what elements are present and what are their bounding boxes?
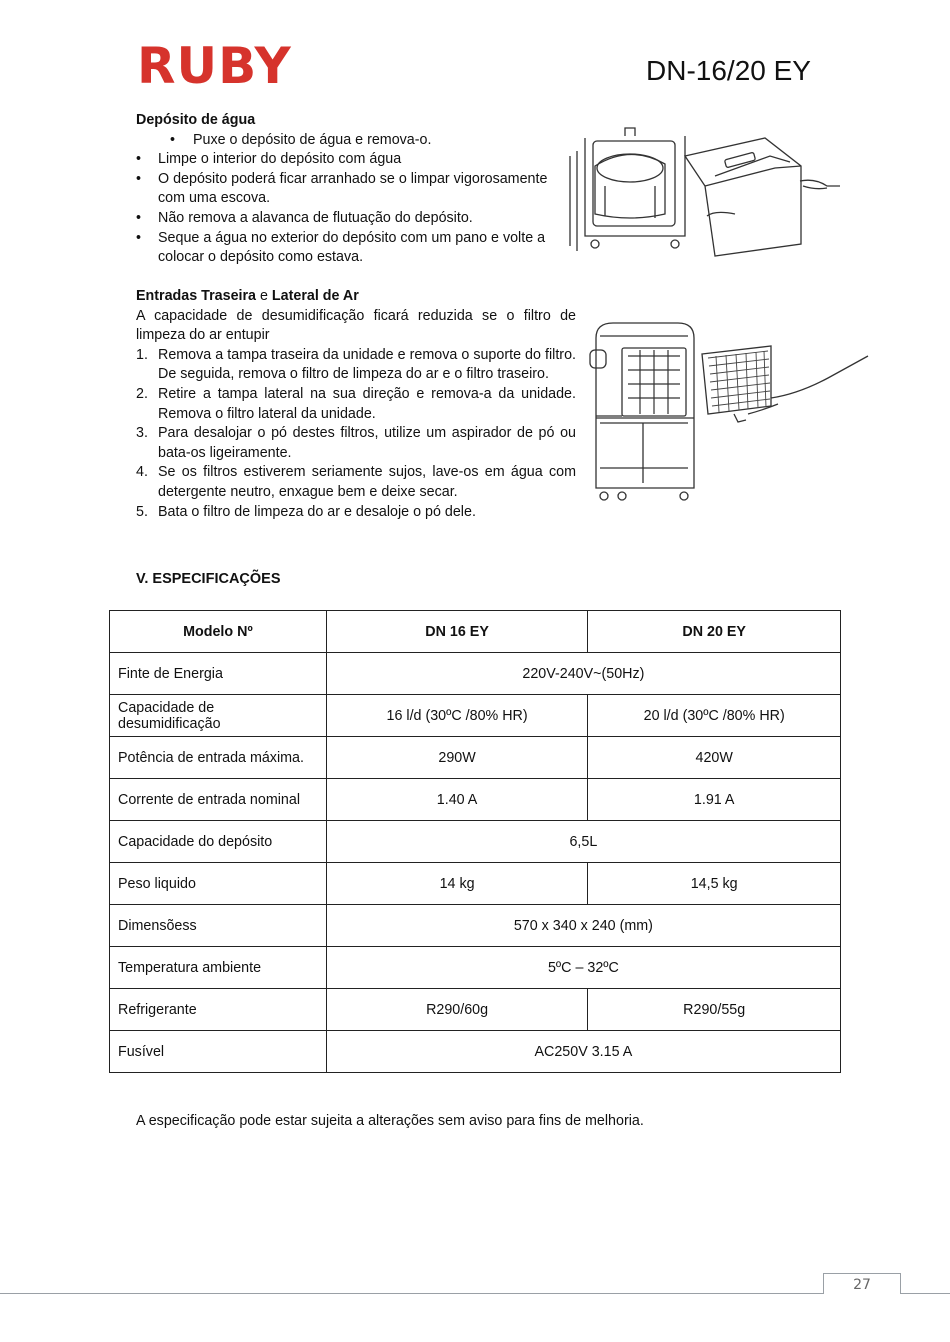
step-text: Bata o filtro de limpeza do ar e desaloje o pó dele. [158, 503, 476, 520]
water-tank-illustration [565, 126, 840, 266]
list-item: • Limpe o interior do depósito com água [136, 150, 556, 170]
model-title: DN-16/20 EY [646, 55, 811, 86]
row-label: Capacidade do depósito [110, 821, 327, 863]
air-inlets-heading-join: e [256, 288, 272, 304]
list-item: • Puxe o depósito de água e remova-o. [136, 131, 556, 151]
row-value-dn16: 290W [326, 737, 588, 779]
step-text: Se os filtros estiverem seriamente sujos, lave-os em água com detergente neutro, enxague bem e deixe secar. [158, 464, 576, 500]
list-item: • Não remova a alavanca de flutuação do depósito. [136, 209, 556, 229]
air-inlets-heading [136, 287, 576, 307]
step-text: Remova a tampa traseira da unidade e remova o suporte do filtro. De seguida, remova o filtro de limpeza do ar e o filtro traseiro. [158, 346, 576, 383]
table-row [110, 821, 841, 863]
step-number: 3. [136, 425, 148, 442]
ruby-logo: RUBY [137, 37, 292, 95]
header-model: Modelo Nº [110, 611, 327, 653]
page-number: 27 [823, 1273, 901, 1294]
water-tank-heading: Depósito de água [136, 112, 256, 128]
row-label: Potência de entrada máxima. [110, 737, 327, 779]
header-dn16: DN 16 EY [326, 611, 588, 653]
table-row [110, 863, 841, 905]
filter-illustration [588, 318, 870, 503]
table-row [110, 695, 841, 737]
step-text: Para desalojar o pó destes filtros, utilize um aspirador de pó ou bata-os ligeiramente. [158, 425, 576, 461]
row-label: Peso liquido [110, 863, 327, 905]
list-item [136, 463, 576, 502]
row-value: 570 x 340 x 240 (mm) [326, 905, 840, 947]
row-label: Temperatura ambiente [110, 947, 327, 989]
row-label: Refrigerante [110, 989, 327, 1031]
air-inlets-heading-part1: Entradas Traseira [136, 288, 257, 304]
table-row [110, 905, 841, 947]
list-item: • O depósito poderá ficar arranhado se o limpar vigorosamente com uma escova. [136, 170, 556, 209]
row-label: Corrente de entrada nominal [110, 779, 327, 821]
row-label: Capacidade de desumidificação [110, 695, 327, 737]
row-value-dn20: 20 l/d (30ºC /80% HR) [588, 695, 841, 737]
step-text: Retire a tampa lateral na sua direção e remova-a da unidade. Remova o filtro lateral da unidade. [158, 385, 576, 422]
row-value: 5ºC – 32ºC [326, 947, 840, 989]
list-item [136, 503, 576, 523]
table-row [110, 653, 841, 695]
step-number: 1. [136, 346, 148, 363]
list-item [136, 346, 576, 385]
specification-note: A especificação pode estar sujeita a alterações sem aviso para fins de melhoria. [136, 1113, 644, 1129]
row-value: 6,5L [326, 821, 840, 863]
footer-divider [0, 1293, 950, 1294]
row-value-dn20: 14,5 kg [588, 863, 841, 905]
specifications-table [109, 610, 841, 1073]
step-number: 4. [136, 464, 148, 481]
header-dn20: DN 20 EY [588, 611, 841, 653]
row-value-dn20: 1.91 A [588, 779, 841, 821]
table-row [110, 989, 841, 1031]
row-value-dn20: R290/55g [588, 989, 841, 1031]
table-row [110, 779, 841, 821]
row-label: Finte de Energia [110, 653, 327, 695]
row-value: 220V-240V~(50Hz) [326, 653, 840, 695]
air-inlets-section [136, 287, 576, 522]
air-inlets-heading-part2: Lateral de Ar [271, 288, 359, 304]
water-tank-section [136, 111, 556, 268]
list-item [136, 424, 576, 463]
list-item: • Seque a água no exterior do depósito com um pano e volte a colocar o depósito como estava. [136, 229, 556, 268]
row-value-dn20: 420W [588, 737, 841, 779]
step-number: 2. [136, 385, 148, 402]
water-tank-list [136, 131, 556, 268]
row-value-dn16: R290/60g [326, 989, 588, 1031]
row-value-dn16: 1.40 A [326, 779, 588, 821]
row-label: Fusível [110, 1031, 327, 1073]
row-value-dn16: 14 kg [326, 863, 588, 905]
row-value: AC250V 3.15 A [326, 1031, 840, 1073]
table-header-row [110, 611, 841, 653]
table-row [110, 947, 841, 989]
table-row [110, 1031, 841, 1073]
list-item [136, 385, 576, 424]
step-number: 5. [136, 503, 148, 520]
row-label: Dimensõess [110, 905, 327, 947]
air-inlets-steps [136, 346, 576, 522]
specifications-title: V. ESPECIFICAÇÕES [136, 571, 281, 587]
row-value-dn16: 16 l/d (30ºC /80% HR) [326, 695, 588, 737]
table-row [110, 737, 841, 779]
air-inlets-intro: A capacidade de desumidificação ficará reduzida se o filtro de limpeza do ar entupir [136, 307, 576, 344]
